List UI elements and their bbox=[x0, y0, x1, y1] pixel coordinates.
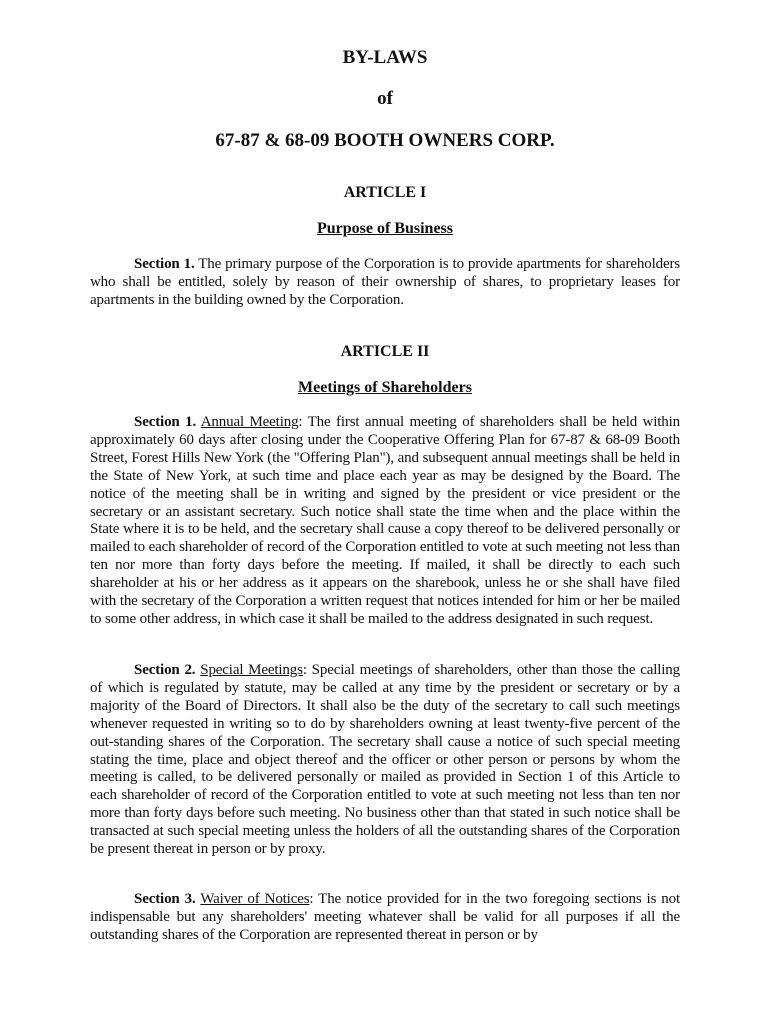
section-label: Section 2. bbox=[134, 662, 196, 678]
article-2-section-1 bbox=[90, 414, 680, 629]
article-2-subheading: Meetings of Shareholders bbox=[298, 379, 472, 396]
article-1-heading: ARTICLE I bbox=[343, 184, 427, 201]
section-label: Section 3. bbox=[134, 891, 196, 907]
article-1-section-1 bbox=[90, 256, 680, 310]
article-1-subheading: Purpose of Business bbox=[316, 220, 454, 237]
section-label: Section 1. bbox=[134, 256, 195, 272]
article-2-section-3 bbox=[90, 891, 680, 945]
section-text: The primary purpose of the Corporation is to provide apartments for shareholders who shall be entitled, solely by reason of their ownership of shares, to proprietary leases for apartments in the building owned by the Corporation. bbox=[90, 256, 680, 308]
section-title: Waiver of Notices bbox=[200, 891, 310, 907]
article-2-heading: ARTICLE II bbox=[340, 343, 430, 360]
section-label: Section 1. bbox=[134, 414, 197, 430]
section-title: Special Meetings bbox=[200, 662, 303, 678]
section-text: : Special meetings of shareholders, other than those the calling of which is regulated by statute, may be called at any time by the president or secretary or by a majority of the Board of Directors. It shall also be the duty of the secretary to call such meetings whenever requested in writing so to do by shareholders owning at least twenty-five percent of the out-standing shares of the Corporation. The secretary shall cause a notice of such special meeting stating the time, place and object thereof and the officer or other person or persons by whom the meeting is called, to be delivered personally or mailed as provided in Section 1 of this Article to each shareholder of record of the Corporation entitled to vote at such meeting not less than ten nor more than forty days before such meeting. No business other than that stated in such notice shall be transacted at such special meeting unless the holders of all the outstanding shares of the Corporation be present thereat in person or by proxy. bbox=[90, 662, 681, 858]
document-title: BY-LAWS bbox=[342, 47, 428, 68]
section-text: : The notice provided for in the two foregoing sections is not indispensable but any shareholders' meeting whatever shall be valid for all purposes if all the outstanding shares of the Corporation are represented thereat in person or by bbox=[90, 891, 680, 943]
section-title: Annual Meeting bbox=[200, 414, 299, 430]
section-text: : The first annual meeting of shareholders shall be held within approximately 60 days after closing under the Cooperative Offering Plan for 67-87 & 68-09 Booth Street, Forest Hills New York (the "Offering Plan"), and subsequent annual meetings shall be held in the State of New York, at such time and place each year as may be designed by the Board. The notice of the meeting shall be in writing and signed by the president or vice president or the secretary or an assistant secretary. Such notice shall state the time when and the place within the State where it is to be held, and the secretary shall cause a copy thereof to be delivered personally or mailed to each shareholder of record of the Corporation entitled to vote at such meeting not less than ten nor more than forty days before the meeting. If mailed, it shall be directly to each such shareholder at his or her address as it appears on the sharebook, unless he or she shall have filed with the secretary of the Corporation a written request that notices intended for him or her be mailed to some other address, in which case it shall be mailed to the address designated in such request. bbox=[90, 414, 680, 627]
corporation-name: 67-87 & 68-09 BOOTH OWNERS CORP. bbox=[215, 130, 555, 151]
article-2-section-2 bbox=[90, 662, 680, 859]
title-of: of bbox=[377, 88, 393, 109]
